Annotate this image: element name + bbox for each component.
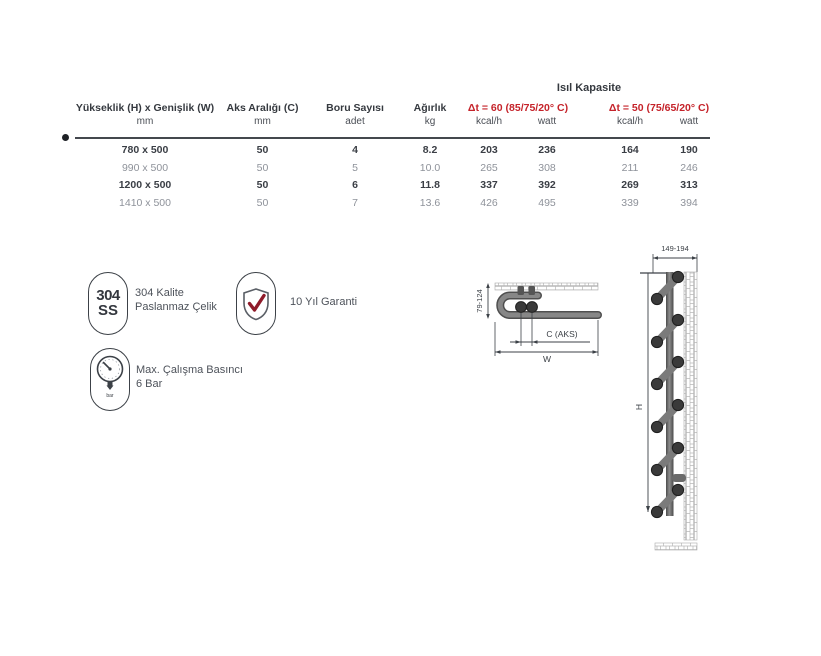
cell-weight: 8.2 bbox=[422, 144, 438, 156]
height-label: H bbox=[634, 403, 644, 411]
capacity-group-header: Isıl Kapasite bbox=[556, 82, 622, 94]
technical-drawings bbox=[470, 230, 720, 570]
table-rows bbox=[75, 142, 718, 212]
label-line: 304 Kalite bbox=[135, 287, 184, 299]
cell-dt50-watt: 394 bbox=[680, 196, 698, 209]
wall-section bbox=[684, 272, 697, 540]
valve-stub bbox=[529, 286, 536, 295]
unit-size: mm bbox=[136, 116, 154, 127]
cell-size: 1410 x 500 bbox=[119, 196, 171, 209]
table-row bbox=[75, 195, 718, 213]
cell-dt50-watt: 190 bbox=[680, 144, 698, 156]
cell-size: 990 x 500 bbox=[121, 161, 169, 174]
pipe-connector bbox=[516, 302, 527, 313]
wall-section bbox=[495, 283, 598, 290]
col-header-size: Yükseklik (H) x Genişlik (W) bbox=[75, 102, 215, 114]
col-header-axis: Aks Aralığı (C) bbox=[226, 102, 299, 114]
cell-dt50-watt: 313 bbox=[680, 179, 698, 191]
gauge-unit-label: bar bbox=[106, 392, 114, 399]
floor-section bbox=[655, 543, 697, 550]
label-line: Paslanmaz Çelik bbox=[135, 300, 217, 313]
badge-ss-text: SS bbox=[97, 302, 118, 319]
cell-dt60-watt: 308 bbox=[538, 161, 556, 174]
row-marker-bullet bbox=[62, 134, 69, 141]
front-view-drawing bbox=[475, 283, 598, 364]
cell-weight: 10.0 bbox=[419, 161, 441, 174]
unit-dt60-watt: watt bbox=[537, 116, 557, 127]
cell-dt60-watt: 392 bbox=[538, 179, 556, 191]
cell-axis: 50 bbox=[256, 196, 269, 209]
col-header-dt50: Δt = 50 (75/65/20° C) bbox=[608, 102, 710, 114]
axis-label: C (AKS) bbox=[546, 329, 578, 339]
header-divider-line bbox=[75, 137, 710, 139]
cell-dt60-kcal: 265 bbox=[480, 161, 498, 174]
cell-dt50-kcal: 269 bbox=[621, 179, 639, 191]
depth-dimension bbox=[475, 283, 490, 319]
unit-weight: kg bbox=[424, 116, 436, 127]
cell-dt50-kcal: 339 bbox=[621, 196, 639, 209]
column-units bbox=[75, 116, 718, 128]
side-view-drawing bbox=[634, 244, 697, 550]
width-label: W bbox=[542, 354, 552, 364]
table-row bbox=[75, 177, 718, 195]
unit-pipes: adet bbox=[345, 116, 365, 127]
cell-pipes: 4 bbox=[352, 144, 358, 156]
cell-axis: 50 bbox=[256, 144, 269, 156]
height-dimension bbox=[634, 273, 666, 512]
cell-pipes: 6 bbox=[352, 179, 358, 191]
pipe-connector bbox=[527, 302, 538, 313]
cell-dt60-kcal: 337 bbox=[480, 179, 498, 191]
col-header-dt60: Δt = 60 (85/75/20° C) bbox=[467, 102, 569, 114]
cell-dt60-kcal: 203 bbox=[480, 144, 498, 156]
cell-dt50-kcal: 164 bbox=[621, 144, 639, 156]
cell-size: 780 x 500 bbox=[121, 144, 169, 156]
pressure-gauge-icon bbox=[92, 352, 128, 408]
cell-dt60-kcal: 426 bbox=[480, 196, 498, 209]
cell-weight: 11.8 bbox=[420, 179, 440, 191]
u-pipe-outline bbox=[500, 296, 598, 316]
cell-pipes: 5 bbox=[352, 161, 358, 174]
valve-stub bbox=[518, 286, 525, 295]
bracket-range-label: 149-194 bbox=[661, 244, 689, 253]
unit-axis: mm bbox=[254, 116, 271, 127]
cell-weight: 13.6 bbox=[419, 196, 441, 209]
label-line: Max. Çalışma Basıncı bbox=[136, 364, 243, 376]
pipe-elbow bbox=[672, 474, 686, 482]
table-row bbox=[75, 142, 718, 160]
col-header-weight: Ağırlık bbox=[413, 102, 447, 114]
col-header-pipes: Boru Sayısı bbox=[326, 102, 384, 114]
cell-dt50-kcal: 211 bbox=[621, 161, 639, 174]
table-row bbox=[75, 160, 718, 178]
cell-pipes: 7 bbox=[352, 196, 358, 209]
badge-304-text: 304 bbox=[96, 287, 120, 304]
bracket-dimension bbox=[653, 244, 697, 273]
cell-dt50-watt: 246 bbox=[680, 161, 698, 174]
unit-dt50-watt: watt bbox=[679, 116, 699, 127]
label-line: 6 Bar bbox=[136, 377, 163, 390]
cell-axis: 50 bbox=[256, 179, 269, 191]
depth-range-label: 79-124 bbox=[475, 289, 484, 313]
pressure-badge-label bbox=[136, 364, 243, 391]
cell-dt60-watt: 236 bbox=[538, 144, 556, 156]
cell-dt60-watt: 495 bbox=[538, 196, 556, 209]
unit-dt60-kcal: kcal/h bbox=[475, 116, 503, 127]
unit-dt50-kcal: kcal/h bbox=[616, 116, 644, 127]
column-headers bbox=[75, 102, 718, 115]
warranty-badge-label: 10 Yıl Garanti bbox=[290, 296, 358, 308]
stainless-steel-badge-icon bbox=[88, 272, 128, 335]
pressure-badge-icon bbox=[90, 348, 130, 411]
warranty-badge-icon bbox=[236, 272, 276, 335]
shield-check-icon bbox=[241, 287, 271, 321]
stainless-steel-badge-label bbox=[135, 287, 217, 314]
cell-axis: 50 bbox=[256, 161, 269, 174]
cell-size: 1200 x 500 bbox=[118, 179, 172, 191]
